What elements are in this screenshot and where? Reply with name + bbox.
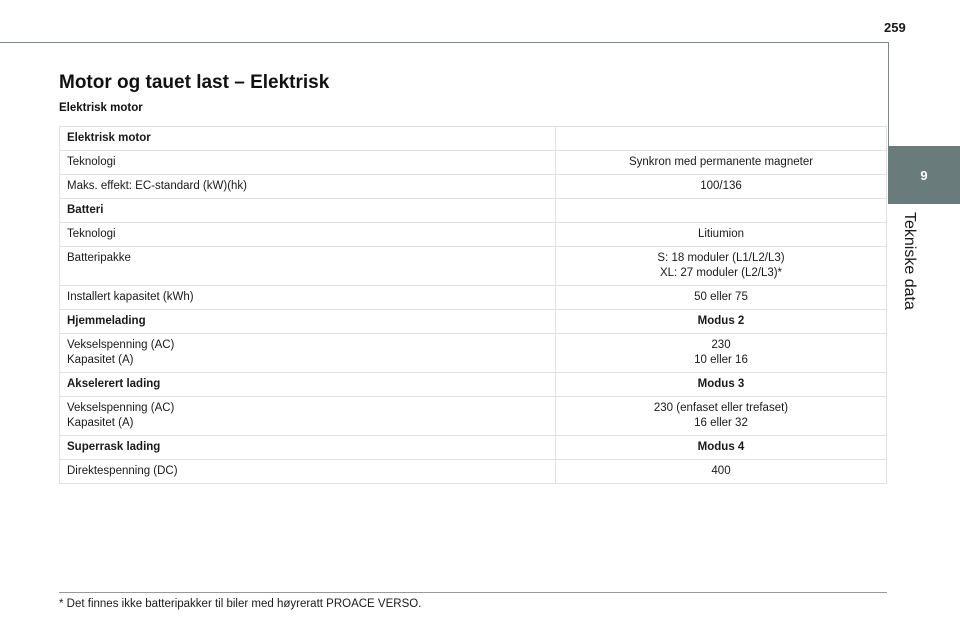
- spec-value-cell: [556, 247, 887, 286]
- spec-label: Hjemmelading: [67, 315, 146, 327]
- spec-label: Batteripakke: [67, 252, 131, 264]
- spec-value: 400: [711, 465, 731, 477]
- spec-label: Installert kapasitet (kWh): [67, 291, 194, 303]
- spec-table: [59, 126, 887, 484]
- spec-value: 50 eller 75: [694, 291, 748, 303]
- spec-label-cell: [60, 286, 556, 310]
- table-section-header: [60, 199, 887, 223]
- spec-label: Vekselspenning (AC): [67, 402, 175, 414]
- spec-value-cell: [556, 310, 887, 334]
- spec-value: 230 (enfaset eller trefaset): [653, 402, 789, 414]
- spec-label-cell: [60, 151, 556, 175]
- spec-value: 16 eller 32: [694, 417, 748, 429]
- table-section-header: [60, 373, 887, 397]
- spec-value: Litiumion: [697, 228, 745, 240]
- spec-value: 10 eller 16: [694, 354, 748, 366]
- footnote-divider: [59, 592, 887, 593]
- table-row: [60, 175, 887, 199]
- page-number: 259: [884, 20, 906, 35]
- spec-label-cell: [60, 175, 556, 199]
- chapter-tab: [888, 146, 960, 204]
- chapter-title-container: [900, 212, 924, 352]
- spec-label-cell: [60, 310, 556, 334]
- spec-label: Kapasitet (A): [67, 417, 134, 429]
- spec-value: XL: 27 moduler (L2/L3)*: [659, 267, 783, 279]
- spec-value-cell: [556, 397, 887, 436]
- spec-label: Direktespenning (DC): [67, 465, 178, 477]
- spec-value-cell: [556, 286, 887, 310]
- spec-label-cell: [60, 334, 556, 373]
- spec-value-cell: [556, 199, 887, 223]
- footnote: * Det finnes ikke batteripakker til biler med høyreratt PROACE VERSO.: [59, 598, 422, 610]
- spec-label: Teknologi: [67, 228, 116, 240]
- spec-label-cell: [60, 127, 556, 151]
- spec-label: Teknologi: [67, 156, 116, 168]
- spec-value-cell: [556, 334, 887, 373]
- spec-value: Modus 4: [697, 441, 745, 453]
- spec-label: Maks. effekt: EC-standard (kW)(hk): [67, 180, 247, 192]
- spec-label-cell: [60, 397, 556, 436]
- table-row: [60, 223, 887, 247]
- table-section-header: [60, 127, 887, 151]
- spec-value: Synkron med permanente magneter: [628, 156, 814, 168]
- spec-value: Modus 2: [697, 315, 745, 327]
- spec-value-cell: [556, 223, 887, 247]
- section-subtitle: Elektrisk motor: [59, 102, 143, 114]
- table-row: [60, 460, 887, 484]
- spec-table-body: [60, 127, 887, 484]
- table-row: [60, 286, 887, 310]
- spec-label: Superrask lading: [67, 441, 161, 453]
- spec-value: S: 18 moduler (L1/L2/L3): [657, 252, 785, 264]
- spec-value: Modus 3: [697, 378, 745, 390]
- chapter-title: Tekniske data: [901, 212, 918, 310]
- spec-label-cell: [60, 199, 556, 223]
- spec-value: 230: [711, 339, 731, 351]
- table-section-header: [60, 310, 887, 334]
- spec-value-cell: [556, 151, 887, 175]
- chapter-number: 9: [920, 167, 928, 183]
- spec-label-cell: [60, 460, 556, 484]
- spec-value-cell: [556, 373, 887, 397]
- spec-label-cell: [60, 247, 556, 286]
- spec-label-cell: [60, 373, 556, 397]
- table-row: [60, 334, 887, 373]
- spec-label: Vekselspenning (AC): [67, 339, 175, 351]
- header-divider: [0, 42, 888, 43]
- spec-label-cell: [60, 223, 556, 247]
- spec-label: Batteri: [67, 204, 104, 216]
- spec-value-cell: [556, 436, 887, 460]
- spec-label: Kapasitet (A): [67, 354, 134, 366]
- table-row: [60, 247, 887, 286]
- table-row: [60, 397, 887, 436]
- spec-value-cell: [556, 127, 887, 151]
- page-title: Motor og tauet last – Elektrisk: [59, 72, 330, 93]
- spec-label: Akselerert lading: [67, 378, 161, 390]
- spec-label: Elektrisk motor: [67, 132, 151, 144]
- side-divider: [888, 42, 889, 146]
- table-section-header: [60, 436, 887, 460]
- spec-label-cell: [60, 436, 556, 460]
- table-row: [60, 151, 887, 175]
- spec-value-cell: [556, 175, 887, 199]
- spec-value-cell: [556, 460, 887, 484]
- spec-value: 100/136: [700, 180, 742, 192]
